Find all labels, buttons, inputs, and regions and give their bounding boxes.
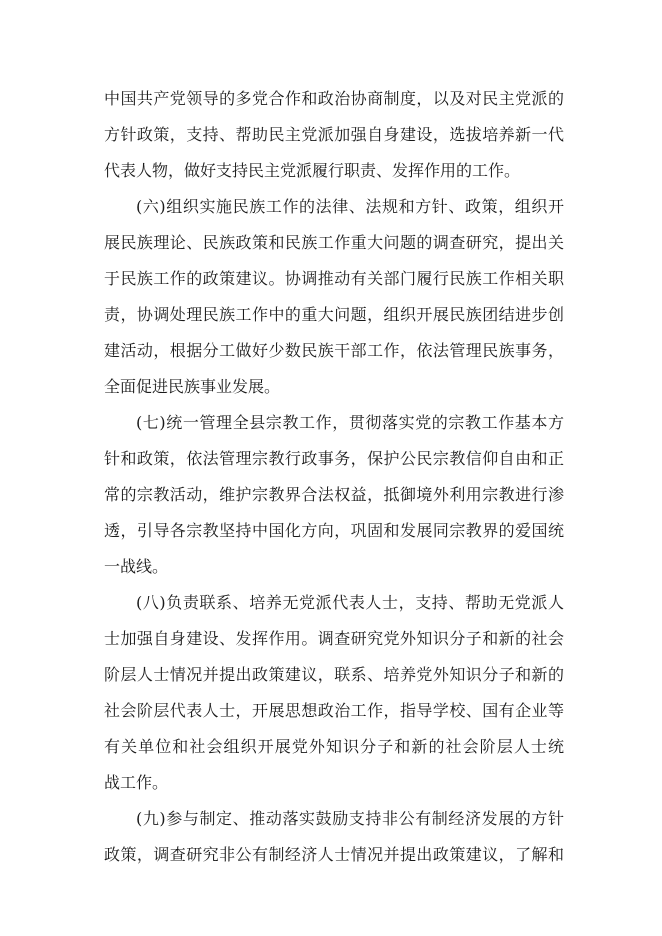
text-line: 于民族工作的政策建议。协调推动有关部门履行民族工作相关职 xyxy=(104,269,564,288)
paragraph-6-first-line: (六)组织实施民族工作的法律、法规和方针、政策，组织开 xyxy=(136,197,564,216)
text-line: 有关单位和社会组织开展党外知识分子和新的社会阶层人士统 xyxy=(104,737,564,756)
text-line: 常的宗教活动，维护宗教界合法权益，抵御境外利用宗教进行渗 xyxy=(104,485,564,504)
text-line: 代表人物，做好支持民主党派履行职责、发挥作用的工作。 xyxy=(104,161,521,180)
text-line: 战工作。 xyxy=(104,773,169,792)
text-line: 透，引导各宗教坚持中国化方向，巩固和发展同宗教界的爱国统 xyxy=(104,521,564,540)
paragraph-8-first-line: (八)负责联系、培养无党派代表人士，支持、帮助无党派人 xyxy=(136,593,564,612)
text-line: 一战线。 xyxy=(104,557,169,576)
text-line: 建活动，根据分工做好少数民族干部工作，依法管理民族事务， xyxy=(104,341,564,360)
text-line: 阶层人士情况并提出政策建议，联系、培养党外知识分子和新的 xyxy=(104,665,564,684)
text-line: 方针政策，支持、帮助民主党派加强自身建设，选拔培养新一代 xyxy=(104,125,564,144)
text-line: 针和政策，依法管理宗教行政事务，保护公民宗教信仰自由和正 xyxy=(104,449,564,468)
paragraph-9-first-line: (九)参与制定、推动落实鼓励支持非公有制经济发展的方针 xyxy=(136,809,564,828)
text-line: 社会阶层代表人士，开展思想政治工作，指导学校、国有企业等 xyxy=(104,701,564,720)
text-line: 政策，调查研究非公有制经济人士情况并提出政策建议，了解和 xyxy=(104,845,564,864)
text-line: 士加强自身建设、发挥作用。调查研究党外知识分子和新的社会 xyxy=(104,629,564,648)
text-line: 展民族理论、民族政策和民族工作重大问题的调查研究，提出关 xyxy=(104,233,564,252)
text-line: 中国共产党领导的多党合作和政治协商制度，以及对民主党派的 xyxy=(104,89,564,108)
text-line: 责，协调处理民族工作中的重大问题，组织开展民族团结进步创 xyxy=(104,305,564,324)
paragraph-7-first-line: (七)统一管理全县宗教工作，贯彻落实党的宗教工作基本方 xyxy=(136,413,564,432)
text-line: 全面促进民族事业发展。 xyxy=(104,377,281,396)
